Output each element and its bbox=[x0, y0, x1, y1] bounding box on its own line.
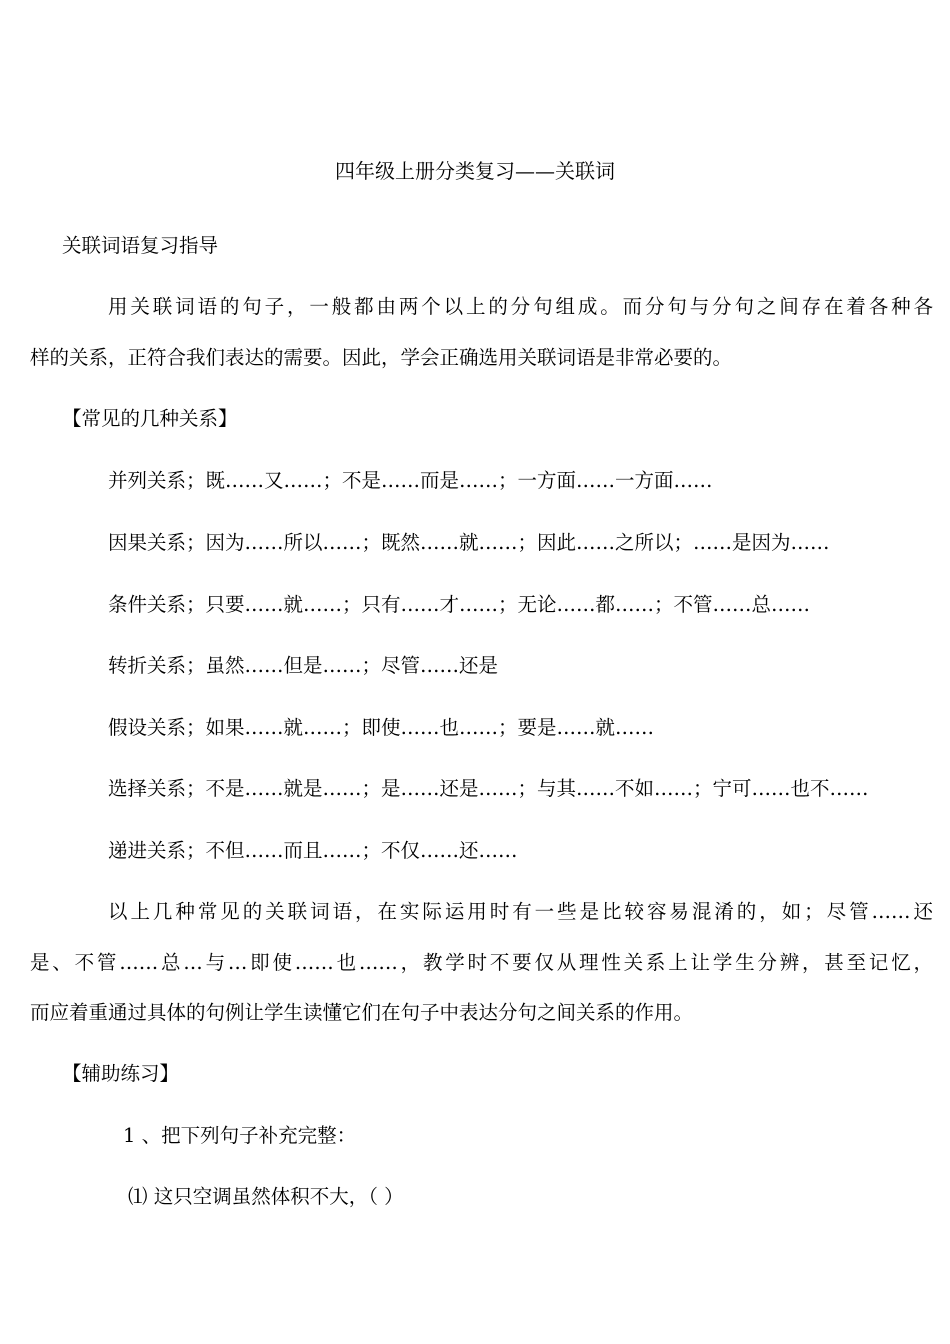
exercise-1-item-1: ⑴ 这只空调虽然体积不大，（ ） bbox=[128, 1185, 404, 1208]
exercise-1-instruction: 1 、把下列句子补充完整： bbox=[123, 1124, 357, 1147]
relation-item-progressive: 递进关系；不但……而且……；不仅……还…… bbox=[108, 839, 518, 862]
relation-item-adversative: 转折关系；虽然……但是……；尽管……还是 bbox=[108, 654, 499, 677]
relation-item-choice: 选择关系；不是……就是……；是……还是……；与其……不如……；宁可……也不…… bbox=[108, 777, 869, 800]
relation-item-conditional: 条件关系；只要……就……；只有……才……；无论……都……；不管……总…… bbox=[108, 593, 811, 616]
note-paragraph-line-3: 而应着重通过具体的句例让学生读懂它们在句子中表达分句之间关系的作用。 bbox=[30, 1001, 694, 1024]
section-heading: 关联词语复习指导 bbox=[62, 234, 219, 257]
intro-paragraph-line-1: 用关联词语的句子，一般都由两个以上的分句组成。而分句与分句之间存在着各种各 bbox=[108, 295, 933, 318]
relation-item-parallel: 并列关系；既……又……；不是……而是……；一方面……一方面…… bbox=[108, 469, 713, 492]
relation-item-causal: 因果关系；因为……所以……；既然……就……；因此……之所以；……是因为…… bbox=[108, 531, 830, 554]
relations-heading: 【常见的几种关系】 bbox=[62, 407, 238, 430]
relation-item-hypothetical: 假设关系；如果……就……；即使……也……；要是……就…… bbox=[108, 716, 655, 739]
exercise-heading: 【辅助练习】 bbox=[62, 1062, 180, 1085]
document-title: 四年级上册分类复习——关联词 bbox=[335, 159, 615, 183]
note-paragraph-line-2: 是、不管……总…与…即使……也……，教学时不要仅从理性关系上让学生分辨，甚至记忆， bbox=[30, 951, 933, 974]
intro-paragraph-line-2: 样的关系，正符合我们表达的需要。因此，学会正确选用关联词语是非常必要的。 bbox=[30, 346, 733, 369]
note-paragraph-line-1: 以上几种常见的关联词语，在实际运用时有一些是比较容易混淆的，如；尽管……还 bbox=[108, 900, 933, 923]
